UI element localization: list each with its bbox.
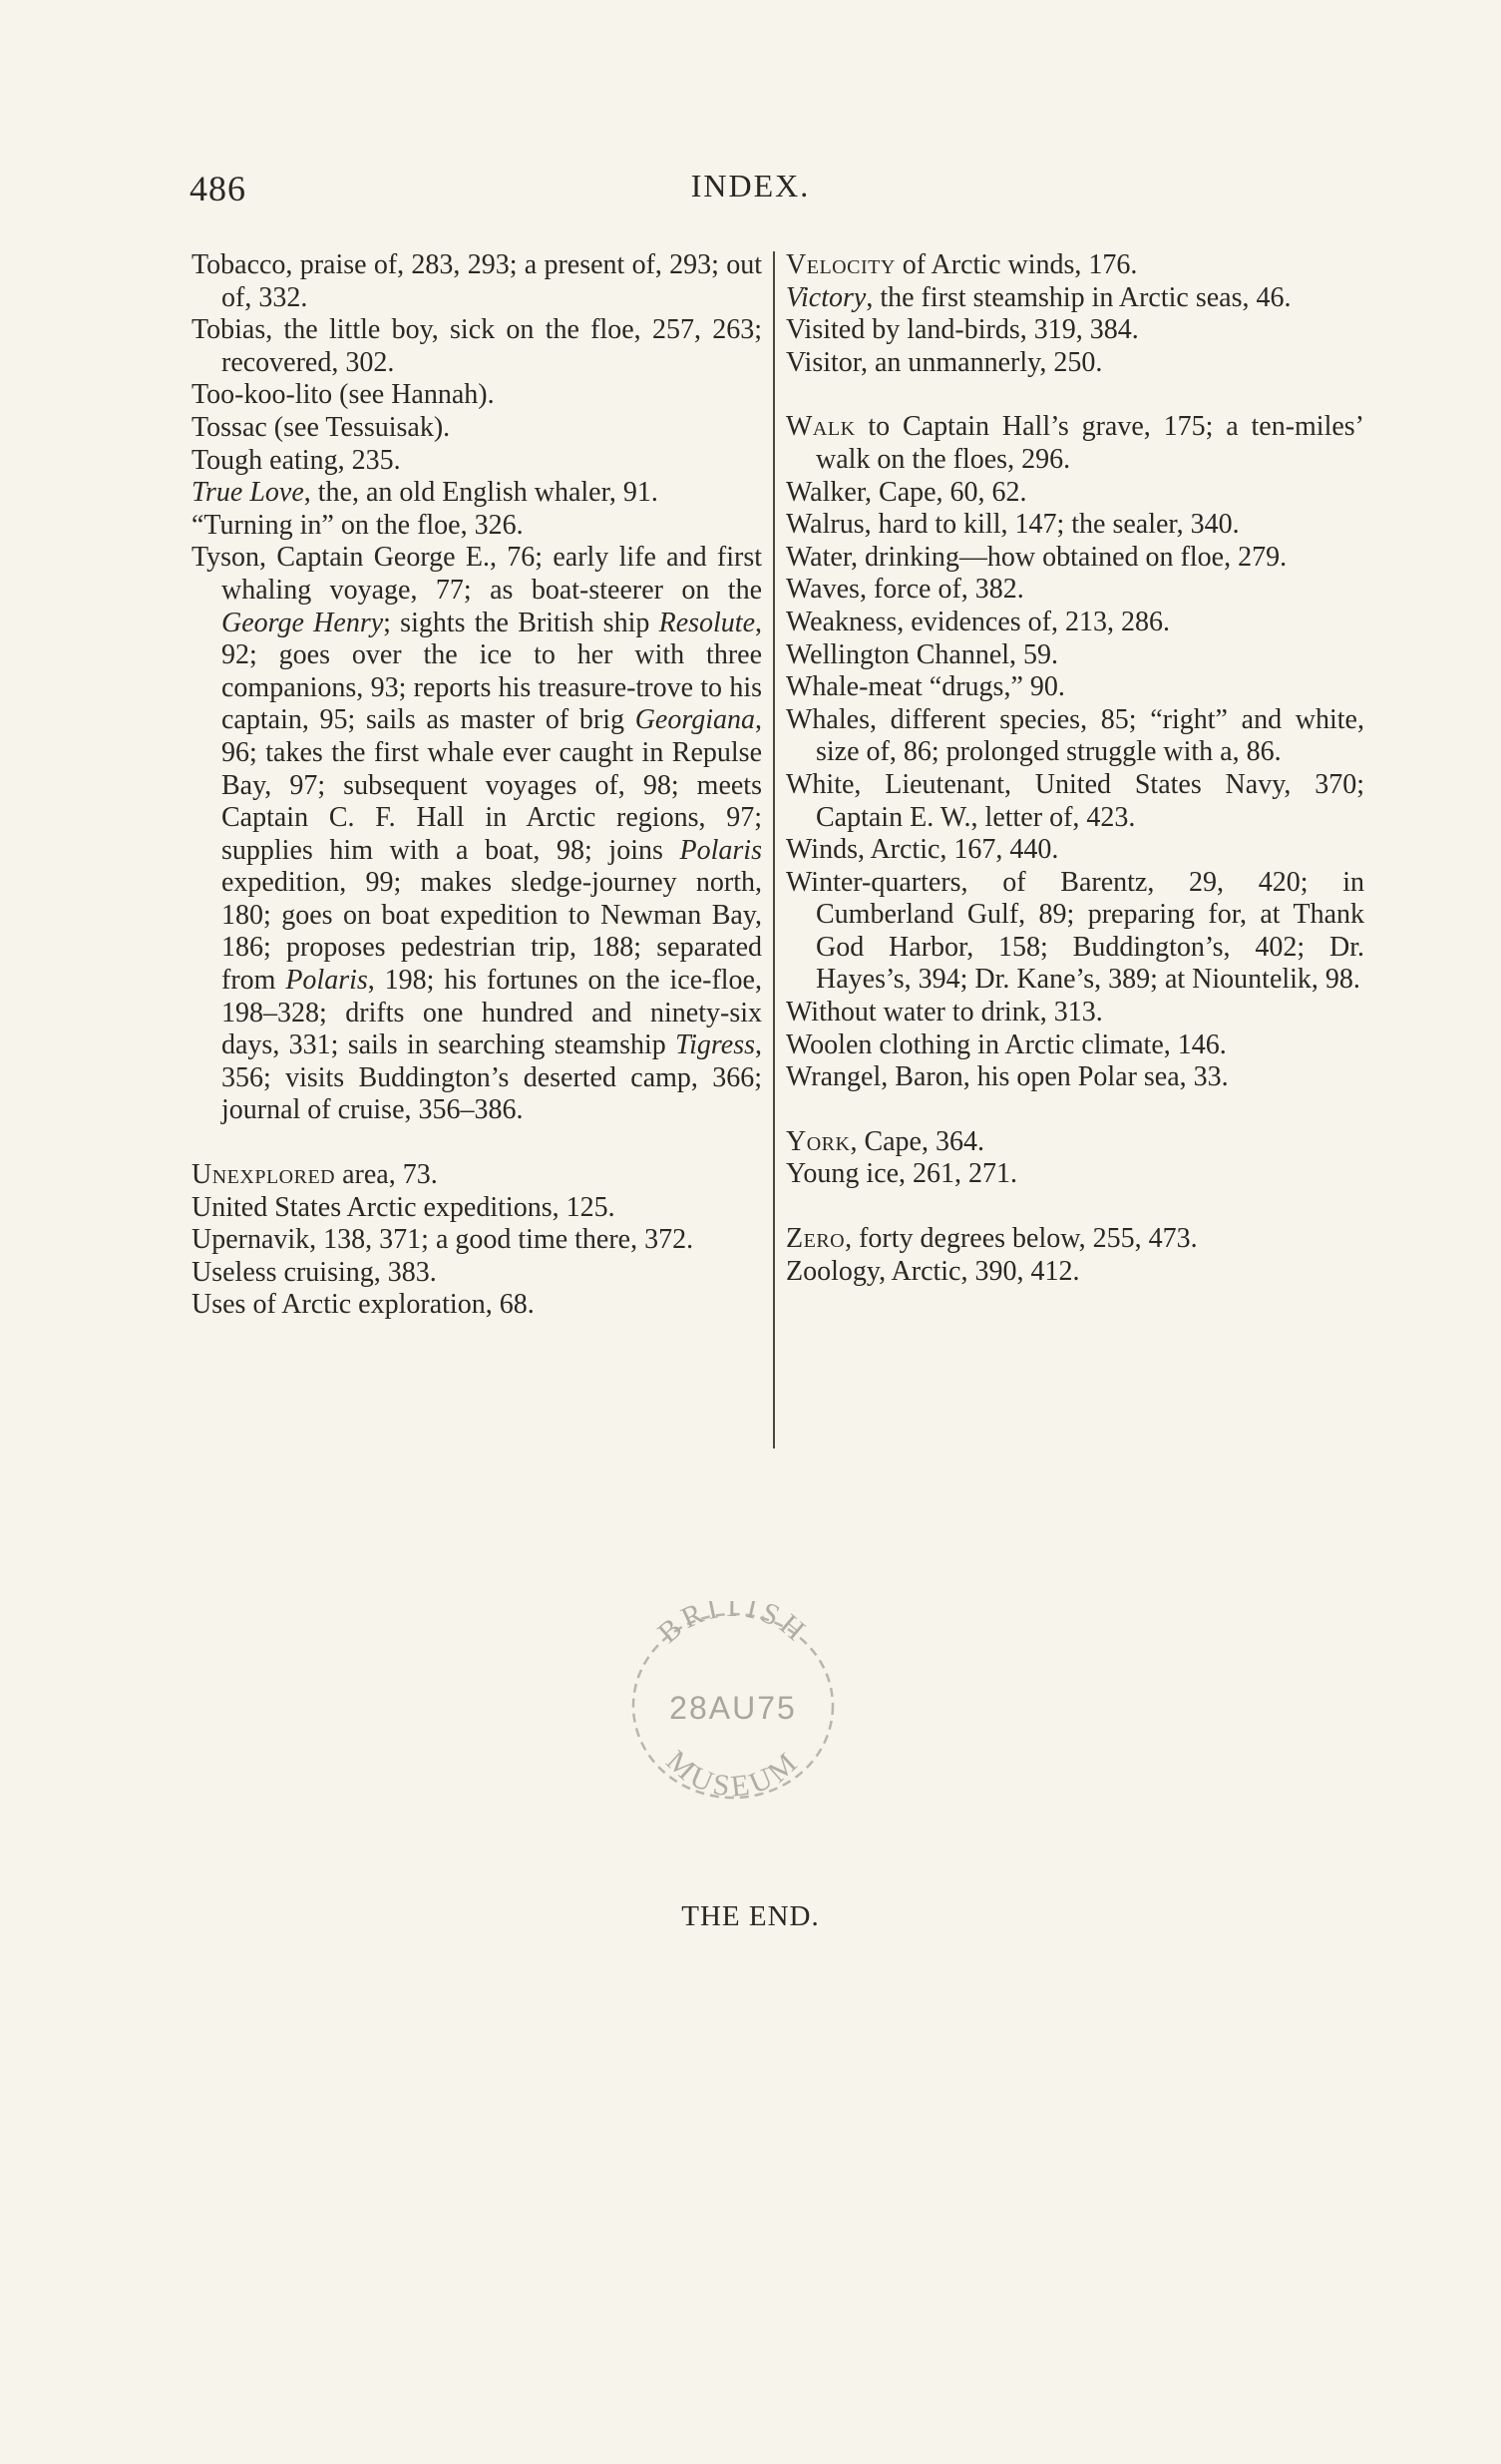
index-entry: Weakness, evidences of, 213, 286. <box>786 606 1170 637</box>
index-entry: Tobias, the little boy, sick on the floe, 257, 263; recovered, 302. <box>191 314 762 378</box>
index-entry: Woolen clothing in Arctic climate, 146. <box>786 1028 1227 1060</box>
index-entry: Visitor, an unmannerly, 250. <box>786 346 1103 378</box>
index-entry: York, Cape, 364. <box>786 1125 984 1157</box>
index-entry: Winter-quarters, of Barentz, 29, 420; in Cumberland Gulf, 89; preparing for, at Thank God Harbor, 158; Buddington’s, 402; Dr. Hayes’s, 394; Dr. Kane’s, 389; at Niountelik, 98. <box>786 866 1364 996</box>
index-entry: Unexplored area, 73. <box>191 1159 438 1191</box>
section-gap <box>786 1094 1364 1126</box>
svg-text:28AU75: 28AU75 <box>669 1690 797 1726</box>
index-entry: Tough eating, 235. <box>191 444 401 476</box>
index-entry: White, Lieutenant, United States Navy, 370; Captain E. W., letter of, 423. <box>786 768 1364 833</box>
library-stamp <box>618 1601 848 1801</box>
index-entry: Zero, forty degrees below, 255, 473. <box>786 1223 1198 1255</box>
the-end-label: THE END. <box>681 1900 820 1932</box>
index-entry: True Love, the, an old English whaler, 91. <box>191 477 658 509</box>
index-entry: Walker, Cape, 60, 62. <box>786 476 1027 508</box>
index-entry: Whales, different species, 85; “right” and white, size of, 86; prolonged struggle with a, 86. <box>786 703 1364 768</box>
page-number: 486 <box>189 169 246 208</box>
column-divider-rule <box>773 251 775 1448</box>
museum-stamp-seal-icon <box>618 1601 848 1801</box>
index-entry: Velocity of Arctic winds, 176. <box>786 249 1138 280</box>
index-entry: Water, drinking—how obtained on floe, 279. <box>786 541 1288 573</box>
index-entry: Without water to drink, 313. <box>786 997 1103 1028</box>
index-column-left <box>191 249 762 1322</box>
index-entry: United States Arctic expeditions, 125. <box>191 1191 615 1223</box>
index-column-right <box>786 249 1364 1288</box>
section-gap <box>191 1127 762 1159</box>
index-entry: Upernavik, 138, 371; a good time there, 372. <box>191 1224 694 1256</box>
section-gap <box>786 379 1364 411</box>
index-entry: Visited by land-birds, 319, 384. <box>786 314 1139 346</box>
index-entry: Uses of Arctic exploration, 68. <box>191 1289 535 1321</box>
svg-text:MUSEUM: MUSEUM <box>659 1744 807 1801</box>
index-entry: Zoology, Arctic, 390, 412. <box>786 1255 1080 1287</box>
index-entry: Useless cruising, 383. <box>191 1256 437 1288</box>
index-entry: Tyson, Captain George E., 76; early life and first whaling voyage, 77; as boat-steerer on the George Henry; sights the British ship Resolute, 92; goes over the ice to her with three companions, 93; reports his treasure-trove to his captain, 95; sails as master of brig Georgiana, 96; takes the first whale ever caught in Repulse Bay, 97; subsequent voyages of, 98; meets Captain C. F. Hall in Arctic regions, 97; supplies him with a boat, 98; joins Polaris expedition, 99; makes sledge-journey north, 180; goes on boat expedition to Newman Bay, 186; proposes pedestrian trip, 188; separated from Polaris, 198; his fortunes on the ice-floe, 198–328; drifts one hundred and ninety-six days, 331; sails in searching steamship Tigress, 356; visits Buddington’s deserted camp, 366; journal of cruise, 356–386. <box>191 542 763 1126</box>
index-entry: Young ice, 261, 271. <box>786 1158 1018 1190</box>
index-entry: Victory, the first steamship in Arctic seas, 46. <box>786 281 1292 313</box>
index-entry: Too-koo-lito (see Hannah). <box>191 379 495 411</box>
index-entry: Winds, Arctic, 167, 440. <box>786 834 1059 866</box>
index-entry: Whale-meat “drugs,” 90. <box>786 671 1065 703</box>
running-head-title: INDEX. <box>690 168 811 204</box>
index-entry: Wellington Channel, 59. <box>786 638 1059 670</box>
index-entry: Tossac (see Tessuisak). <box>191 411 451 443</box>
index-entry: Waves, force of, 382. <box>786 574 1024 606</box>
index-entry: “Turning in” on the floe, 326. <box>191 509 524 541</box>
index-entry: Walrus, hard to kill, 147; the sealer, 340. <box>786 509 1240 541</box>
index-entry: Walk to Captain Hall’s grave, 175; a ten-miles’ walk on the floes, 296. <box>786 411 1364 475</box>
index-entry: Wrangel, Baron, his open Polar sea, 33. <box>786 1061 1229 1093</box>
section-gap <box>786 1191 1364 1223</box>
index-entry: Tobacco, praise of, 283, 293; a present of, 293; out of, 332. <box>191 249 762 313</box>
svg-text:BRITISH: BRITISH <box>651 1601 815 1650</box>
